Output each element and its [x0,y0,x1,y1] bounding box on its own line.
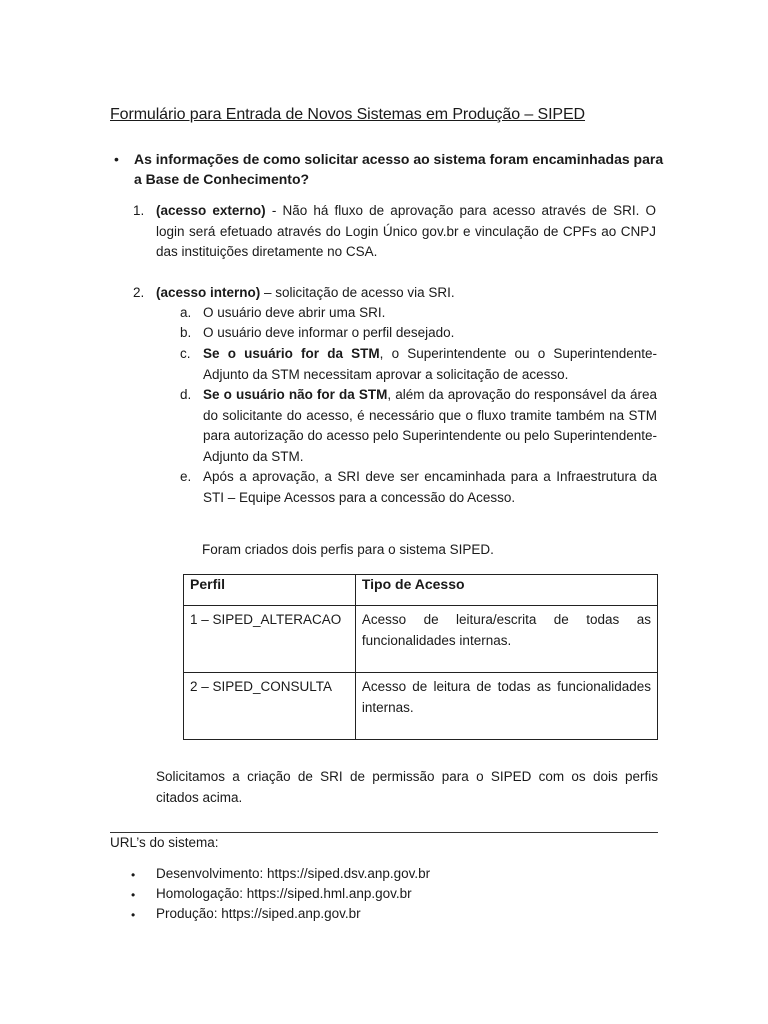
subitem-b-body: O usuário deve informar o perfil desejado. [203,325,455,340]
document-title: Formulário para Entrada de Novos Sistemas em Produção – SIPED [110,106,586,123]
urls-title: URL’s do sistema: [110,835,219,850]
subitem-c-text [203,344,657,385]
table-cell-access-type: Acesso de leitura de todas as funcionalidades internas. [355,673,657,740]
profiles-intro: Foram criados dois perfis para o sistema SIPED. [202,542,494,557]
subitem-a-body: O usuário deve abrir uma SRI. [203,305,386,320]
url-bullet: • [131,908,136,922]
question-bullet: • [114,151,119,167]
item-2-label: (acesso interno) [156,285,261,300]
subitem-d-text [203,385,657,468]
item-1-number: 1. [133,203,145,218]
url-bullet: • [131,868,136,882]
subitem-a-text [203,303,657,324]
subitem-d-letter: d. [180,387,192,402]
subitem-c-body: , o Superintendente ou o Superintendente-Adjunto da STM necessitam aprovar a solicitação de acesso. [203,346,657,382]
table-row [184,606,658,673]
subitem-e-body: Após a aprovação, a SRI deve ser encaminhada para a Infraestrutura da STI – Equipe Acessos para a concessão do Acesso. [203,469,657,505]
profiles-table [183,574,658,740]
table-cell-profile: 1 – SIPED_ALTERACAO [184,606,356,673]
subitem-c-bold: Se o usuário for da STM [203,346,380,361]
table-header-row [184,575,658,606]
url-bullet: • [131,888,136,902]
subitem-b-text [203,323,657,344]
subitem-c-letter: c. [180,346,191,361]
table-header-tipo-acesso: Tipo de Acesso [355,575,657,606]
subitem-e-text [203,467,657,508]
request-paragraph: Solicitamos a criação de SRI de permissão para o SIPED com os dois perfis citados acima. [156,769,658,805]
item-2-body: – solicitação de acesso via SRI. [260,285,455,300]
item-1-text [156,201,656,263]
table-row [184,673,658,740]
subitem-a-letter: a. [180,305,192,320]
url-item-producao: Produção: https://siped.anp.gov.br [156,906,361,921]
table-header-perfil: Perfil [184,575,356,606]
item-1-body: - Não há fluxo de aprovação para acesso através de SRI. O login será efetuado através do Login Único gov.br e vinculação de CPFs ao CNPJ das instituições diretamente no CSA. [156,203,657,260]
question-text: As informações de como solicitar acesso ao sistema foram encaminhadas para a Base de Conhecimento? [134,151,664,187]
item-2-number: 2. [133,285,145,300]
subitem-d-body: , além da aprovação do responsável da área do solicitante do acesso, é necessário que o fluxo tramite também na STM para autorização do acesso pelo Superintendente ou pelo Superintendente-Adjunto da STM. [203,387,657,465]
subitem-b-letter: b. [180,325,192,340]
subitem-d-bold: Se o usuário não for da STM [203,387,388,402]
table-cell-profile: 2 – SIPED_CONSULTA [184,673,356,740]
subitem-e-letter: e. [180,469,192,484]
table-cell-access-type: Acesso de leitura/escrita de todas as funcionalidades internas. [355,606,657,673]
url-item-homologacao: Homologação: https://siped.hml.anp.gov.br [156,886,412,901]
url-item-desenvolvimento: Desenvolvimento: https://siped.dsv.anp.gov.br [156,866,431,881]
item-1-label: (acesso externo) [156,203,266,218]
horizontal-divider [110,832,658,833]
item-2-text [156,283,656,304]
